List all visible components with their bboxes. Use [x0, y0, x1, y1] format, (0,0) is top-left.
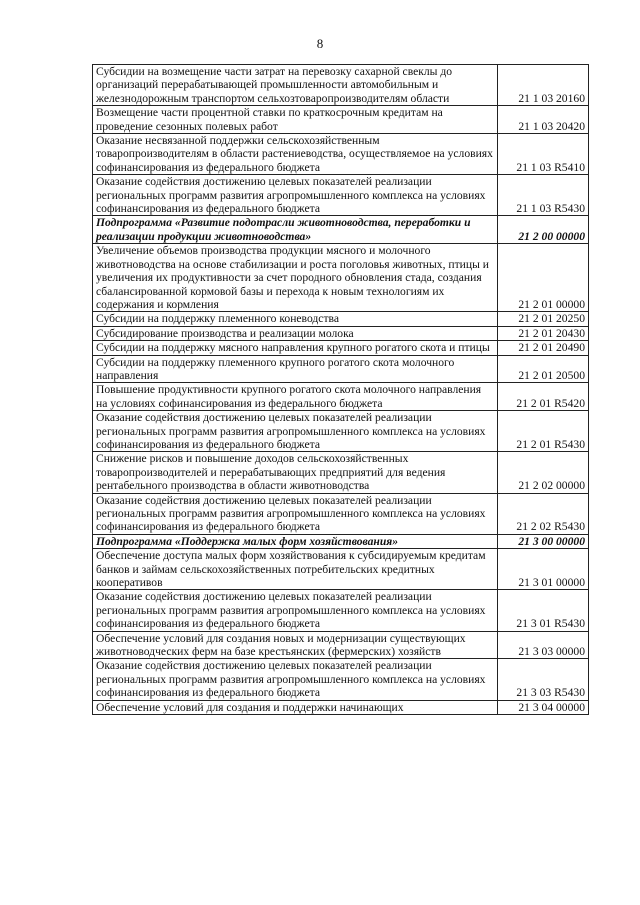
row-code: 21 3 04 00000 [498, 700, 589, 714]
table-row [93, 355, 589, 383]
subprogram-row [93, 534, 589, 548]
budget-classification-table [92, 64, 589, 715]
table-row [93, 65, 589, 106]
table-row [93, 549, 589, 590]
table-row [93, 493, 589, 534]
row-title: Оказание содействия достижению целевых показателей реализации региональных программ развития агропромышленного комплекса на условиях софинансирования из федерального бюджета [93, 493, 498, 534]
table-row [93, 175, 589, 216]
row-code: 21 2 01 R5420 [498, 383, 589, 411]
row-code: 21 3 03 00000 [498, 631, 589, 659]
row-title: Субсидии на поддержку племенного коневодства [93, 312, 498, 326]
table-row [93, 341, 589, 355]
row-title: Обеспечение условий для создания новых и модернизации существующих животноводческих ферм на базе крестьянских (фермерских) хозяйств [93, 631, 498, 659]
row-title: Субсидирование производства и реализации молока [93, 326, 498, 340]
table-row [93, 244, 589, 312]
table-row [93, 383, 589, 411]
row-code: 21 2 01 20490 [498, 341, 589, 355]
row-code: 21 1 03 20420 [498, 106, 589, 134]
table-row [93, 326, 589, 340]
row-code: 21 3 01 00000 [498, 549, 589, 590]
row-code: 21 3 03 R5430 [498, 659, 589, 700]
table-row [93, 106, 589, 134]
row-title: Подпрограмма «Развитие подотрасли животноводства, переработки и реализации продукции животноводства» [93, 216, 498, 244]
row-code: 21 1 03 R5430 [498, 175, 589, 216]
row-code: 21 2 01 R5430 [498, 411, 589, 452]
table-row [93, 312, 589, 326]
row-code: 21 2 01 20430 [498, 326, 589, 340]
table-row [93, 590, 589, 631]
row-title: Обеспечение условий для создания и поддержки начинающих [93, 700, 498, 714]
row-title: Оказание несвязанной поддержки сельскохозяйственным товаропроизводителям в области растениеводства, осуществляемое на условиях софинансирования из федерального бюджета [93, 134, 498, 175]
row-code: 21 3 01 R5430 [498, 590, 589, 631]
row-title: Снижение рисков и повышение доходов сельскохозяйственных товаропроизводителей и перерабатывающих предприятий для ведения рентабельного производства в области животноводства [93, 452, 498, 493]
table-row [93, 452, 589, 493]
row-code: 21 3 00 00000 [498, 534, 589, 548]
row-title: Оказание содействия достижению целевых показателей реализации региональных программ развития агропромышленного комплекса на условиях софинансирования из федерального бюджета [93, 659, 498, 700]
row-code: 21 2 01 20500 [498, 355, 589, 383]
table-row [93, 659, 589, 700]
row-title: Оказание содействия достижению целевых показателей реализации региональных программ развития агропромышленного комплекса на условиях софинансирования из федерального бюджета [93, 411, 498, 452]
table-row [93, 134, 589, 175]
row-title: Оказание содействия достижению целевых показателей реализации региональных программ развития агропромышленного комплекса на условиях софинансирования из федерального бюджета [93, 175, 498, 216]
table-row [93, 700, 589, 714]
row-title: Возмещение части процентной ставки по краткосрочным кредитам на проведение сезонных полевых работ [93, 106, 498, 134]
row-title: Субсидии на поддержку мясного направления крупного рогатого скота и птицы [93, 341, 498, 355]
row-title: Субсидии на возмещение части затрат на перевозку сахарной свеклы до организаций перерабатывающей промышленности автомобильным и железнодорожным транспортом сельхозтоваропроизводителям области [93, 65, 498, 106]
row-code: 21 1 03 20160 [498, 65, 589, 106]
row-title: Подпрограмма «Поддержка малых форм хозяйствования» [93, 534, 498, 548]
table-row [93, 411, 589, 452]
page-number: 8 [316, 36, 324, 51]
row-title: Повышение продуктивности крупного рогатого скота молочного направления на условиях софинансирования из федерального бюджета [93, 383, 498, 411]
row-title: Увеличение объемов производства продукции мясного и молочного животноводства на основе стабилизации и роста поголовья животных, птицы и увеличения их продуктивности за счет породного обновления стада, создания сбалансированной кормовой базы и перехода к новым технологиям их содержания и кормления [93, 244, 498, 312]
table-row [93, 631, 589, 659]
row-title: Субсидии на поддержку племенного крупного рогатого скота молочного направления [93, 355, 498, 383]
subprogram-row [93, 216, 589, 244]
row-title: Оказание содействия достижению целевых показателей реализации региональных программ развития агропромышленного комплекса на условиях софинансирования из федерального бюджета [93, 590, 498, 631]
row-code: 21 2 01 00000 [498, 244, 589, 312]
row-code: 21 2 02 00000 [498, 452, 589, 493]
row-code: 21 2 00 00000 [498, 216, 589, 244]
row-title: Обеспечение доступа малых форм хозяйствования к субсидируемым кредитам банков и займам сельскохозяйственных потребительских кредитных кооперативов [93, 549, 498, 590]
row-code: 21 2 01 20250 [498, 312, 589, 326]
row-code: 21 2 02 R5430 [498, 493, 589, 534]
row-code: 21 1 03 R5410 [498, 134, 589, 175]
